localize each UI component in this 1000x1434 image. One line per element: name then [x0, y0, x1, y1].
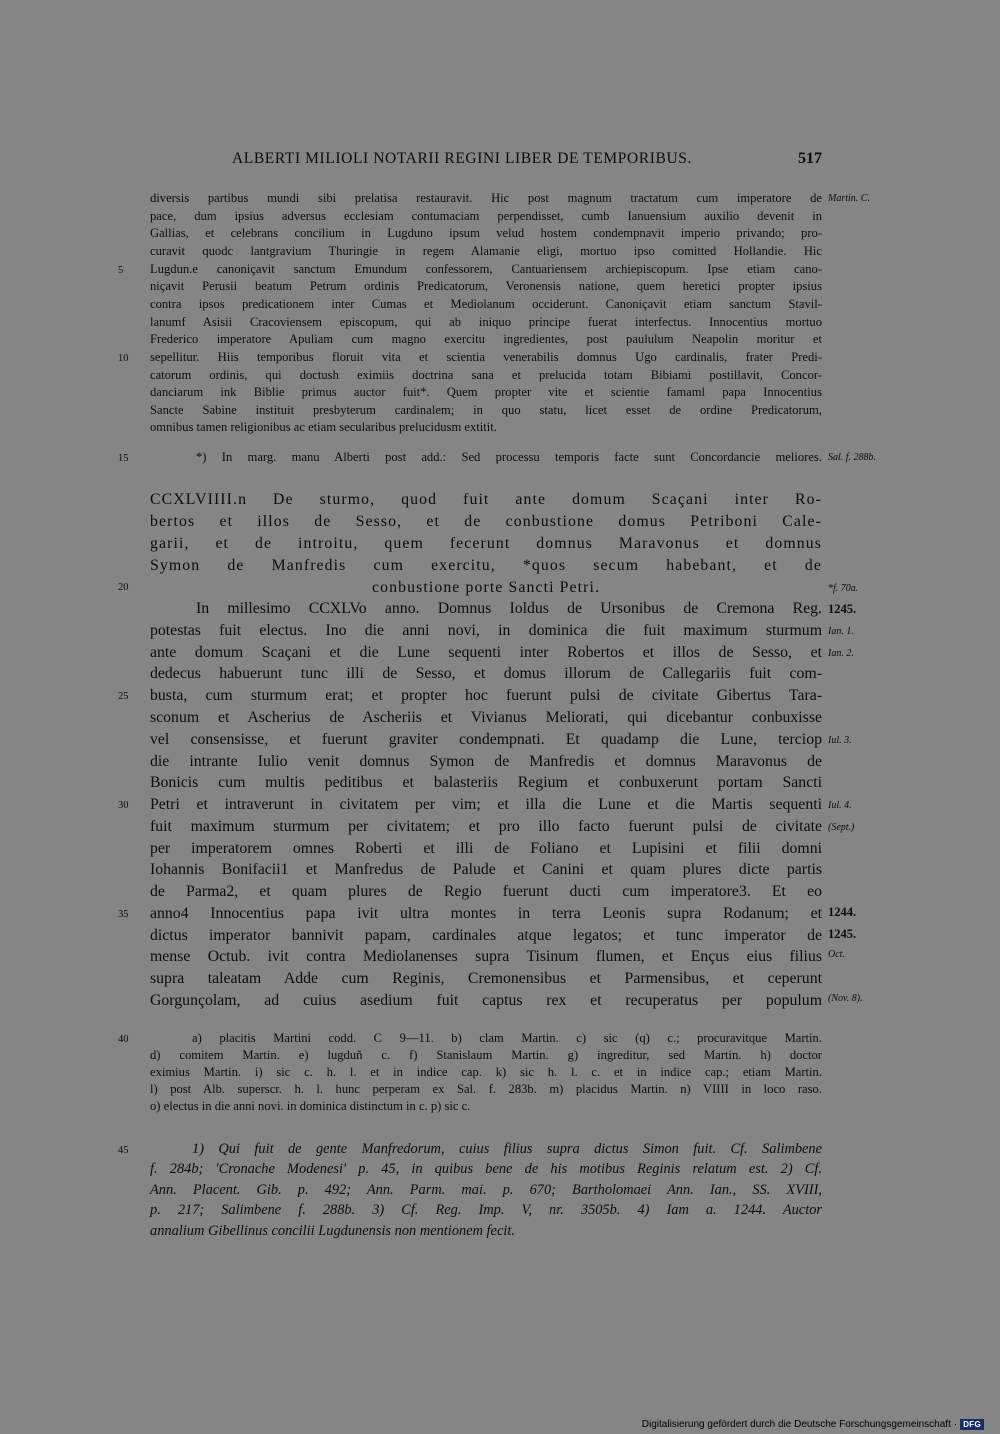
note-line: f. 284b; 'Cronache Modenesi' p. 45, in quibus bene de his motibus Reginis relatum est. 2) Cf. [150, 1161, 822, 1177]
text-line: niçavit Perusii beatum Petrum ordinis Predicatorum, Veronensis natione, quem heretici propter ipsius [150, 279, 822, 293]
line-number: 10 [118, 353, 129, 364]
margin-note-year: 1245. [828, 927, 857, 941]
chapter-title [150, 489, 822, 601]
margin-note: Iul. 4. [828, 800, 852, 811]
margin-note: *f. 70a. [828, 583, 859, 594]
addition-note-line: *) In marg. manu Alberti post add.: Sed processu temporis facte sunt Concordancie meliores. [196, 450, 822, 464]
text-line: danciarum ink Biblie primus auctor fuit*. Quem propter vite et scientie famaml papa Innocentius [150, 385, 822, 399]
text-line: anno4 Innocentius papa ivit ultra montes in terra Leonis supra Rodanum; et [150, 905, 822, 922]
text-line: sconum et Ascherius de Ascheriis et Vivianus Meliorati, qui dicebantur conbuxisse [150, 709, 822, 726]
dfg-logo: DFG [960, 1419, 984, 1430]
apparatus-line: a) placitis Martini codd. C 9—11. b) clam Martin. c) sic (q) c.; procuravitque Martin. [192, 1031, 822, 1045]
line-number: 5 [118, 265, 124, 276]
text-line: catorum ordinis, qui doctush eximiis doctrina sana et prelucida totam Bibiami postillavit, Concor- [150, 368, 822, 382]
running-header [150, 150, 822, 174]
apparatus-line: d) comitem Martin. e) lugduñ c. f) Stanislaum Martin. g) ingreditur, sed Martin. h) doctor [150, 1048, 822, 1062]
text-line: Gorgunçolam, ad cuius asedium fuit captus rex et recuperatus per populum [150, 992, 822, 1009]
text-line: sepellitur. Hiis temporibus floruit vita et scientia venerabilis domnus Ugo cardinalis, frater Predi- [150, 350, 822, 364]
text-line: busta, cum sturmum erat; et propter hoc fuerunt pulsi de civitate Gibertus Tara- [150, 687, 822, 704]
line-number: 45 [118, 1145, 129, 1156]
chapter-title-line: conbustione porte Sancti Petri. [371, 579, 600, 596]
footer-separator: · [953, 1419, 958, 1430]
page-number: 517 [798, 150, 822, 167]
note-line: annalium Gibellinus concilii Lugdunensis non mentionem fecit. [150, 1223, 515, 1239]
text-line: In millesimo CCXLVo anno. Domnus Ioldus de Ursonibus de Cremona Reg. [196, 600, 822, 617]
text-line: dedecus habuerunt tunc illi de Sesso, et domus illorum de Callegariis fuit com- [150, 665, 822, 682]
text-line: vel consensisse, et fuerunt graviter condempnati. Et quadamp die Lune, terciop [150, 731, 822, 748]
chapter-title-line: garii, et de introitu, quem fecerunt domnus Maravonus et domnus [150, 535, 822, 552]
chapter-title-line: bertos et illos de Sesso, et de conbustione domus Petriboni Cale- [150, 513, 822, 530]
apparatus-block [150, 1030, 822, 1120]
text-line: die intrante Iulio venit domnus Symon de Manfredis et domnus Maravonus de [150, 753, 822, 770]
text-line: de Parma2, et quam plures de Regio fuerunt ducti cum imperatore3. Et eo [150, 883, 822, 900]
text-line: fuit maximum sturmum per civitatem; et pro illo facto fuerunt pulsi de civitate [150, 818, 822, 835]
line-number: 15 [118, 453, 129, 464]
margin-note: Sal. f. 288b. [828, 452, 877, 463]
digitization-footer [642, 1419, 984, 1430]
main-text-block [150, 598, 822, 1010]
margin-note: Ian. 1. [828, 626, 854, 637]
margin-note-year: 1245. [828, 602, 857, 616]
chapter-title-line: Symon de Manfredis cum exercitu, *quos secum habebant, et de [150, 557, 822, 574]
margin-note: Oct. [828, 949, 845, 960]
text-line: diversis partibus mundi sibi prelatisa restauravit. Hic post magnum tractatum cum imperatore de [150, 191, 822, 205]
margin-note: (Sept.) [828, 822, 855, 833]
note-line: p. 217; Salimbene f. 288b. 3) Cf. Reg. Imp. V, nr. 3505b. 4) Iam a. 1244. Auctor [150, 1202, 822, 1218]
line-number: 30 [118, 800, 129, 811]
line-number: 25 [118, 691, 129, 702]
text-line: Petri et intraverunt in civitatem per vim; et illa die Lune et die Martis sequenti [150, 796, 822, 813]
note-line: 1) Qui fuit de gente Manfredorum, cuius filius supra dictus Simon fuit. Cf. Salimbene [192, 1141, 822, 1157]
line-number: 35 [118, 909, 129, 920]
top-text-block [150, 190, 822, 450]
text-line: Lugdun.e canoniçavit sanctum Emundum confessorem, Cantuariensem archiepiscopum. Ipse etiam cano- [150, 262, 822, 276]
line-number: 20 [118, 582, 129, 593]
margin-note-year: 1244. [828, 905, 857, 919]
text-line: curavit quodc lantgravium Thuringie in regem Alamanie eligi, mortuo ipso comitted Hollandie. Hic [150, 244, 822, 258]
running-title: ALBERTI MILIOLI NOTARII REGINI LIBER DE TEMPORIBUS. [232, 150, 692, 167]
text-line: contra ipsos predicationem inter Cumas et Mediolanum occiderunt. Canoniçavit etiam sanctum Stavil- [150, 297, 822, 311]
line-number: 40 [118, 1034, 129, 1045]
apparatus-line: l) post Alb. superscr. h. l. hunc perperam ex Sal. f. 283b. m) placidus Martin. n) VIIII in loco raso. [150, 1082, 822, 1096]
text-line: Bonicis cum multis peditibus et balasteriis Regium et conbuxerunt portam Sancti [150, 774, 822, 791]
text-line: Gallias, et celebrans concilium in Lugduno ipsum velud hostem condempnavit imperio privando; pro- [150, 226, 822, 240]
text-line: dictus imperator bannivit papam, cardinales atque legatos; et tunc imperator de [150, 927, 822, 944]
text-line: supra taleatam Adde cum Reginis, Cremonensibus et Parmensibus, et ceperunt [150, 970, 822, 987]
text-line: pace, dum ipsius adversus ecclesiam contumaciam perpendisset, cumb Ianuensium auxilio devenit in [150, 209, 822, 223]
margin-note: Martin. C. [828, 193, 870, 204]
margin-note: Ian. 2. [828, 648, 854, 659]
apparatus-line: eximius Martin. i) sic c. h. l. et in indice cap. k) sic h. l. c. et in indice cap.; etiam Martin. [150, 1065, 822, 1079]
margin-note: (Nov. 8). [828, 993, 863, 1004]
apparatus-line: o) electus in die anni novi. in dominica distinctum in c. p) sic c. [150, 1099, 471, 1113]
addition-note [196, 449, 822, 467]
text-line: per imperatorem omnes Roberti et illi de Foliano et Lupisini et filii domni [150, 840, 822, 857]
text-line: Sancte Sabine instituit presbyterum cardinalem; in quo statu, licet esset de ordine Predicatorum, [150, 403, 822, 417]
note-line: Ann. Placent. Gib. p. 492; Ann. Parm. mai. p. 670; Bartholomaei Ann. Ian., SS. XVIII, [150, 1182, 822, 1198]
margin-note: Iul. 3. [828, 735, 852, 746]
text-line: ante domum Scaçani et die Lune sequenti inter Robertos et illos de Sesso, et [150, 644, 822, 661]
notes-block [150, 1140, 822, 1240]
text-line: potestas fuit electus. Ino die anni novi, in dominica die fuit maximum sturmum [150, 622, 822, 639]
text-line: lanumf Asisii Cracoviensem episcopum, qui ab iniquo principe fuerat interfectus. Innocentius mortuo [150, 315, 822, 329]
text-line: omnibus tamen religionibus ac etiam secularibus prelucidusm extitit. [150, 420, 497, 434]
text-line: Iohannis Bonifacii1 et Manfredus de Palude et Canini et quam plures dicte partis [150, 861, 822, 878]
text-line: mense Octub. ivit contra Mediolanenses supra Tisinum flumen, et Ençus eius filius [150, 948, 822, 965]
footer-text: Digitalisierung gefördert durch die Deutsche Forschungsgemeinschaft [641, 1419, 951, 1430]
chapter-title-line: CCXLVIIII.n De sturmo, quod fuit ante domum Scaçani inter Ro- [150, 491, 822, 508]
text-line: Frederico imperatore Apuliam cum magno exercitu ingredientes, post paululum Neapolin moritur et [150, 332, 822, 346]
